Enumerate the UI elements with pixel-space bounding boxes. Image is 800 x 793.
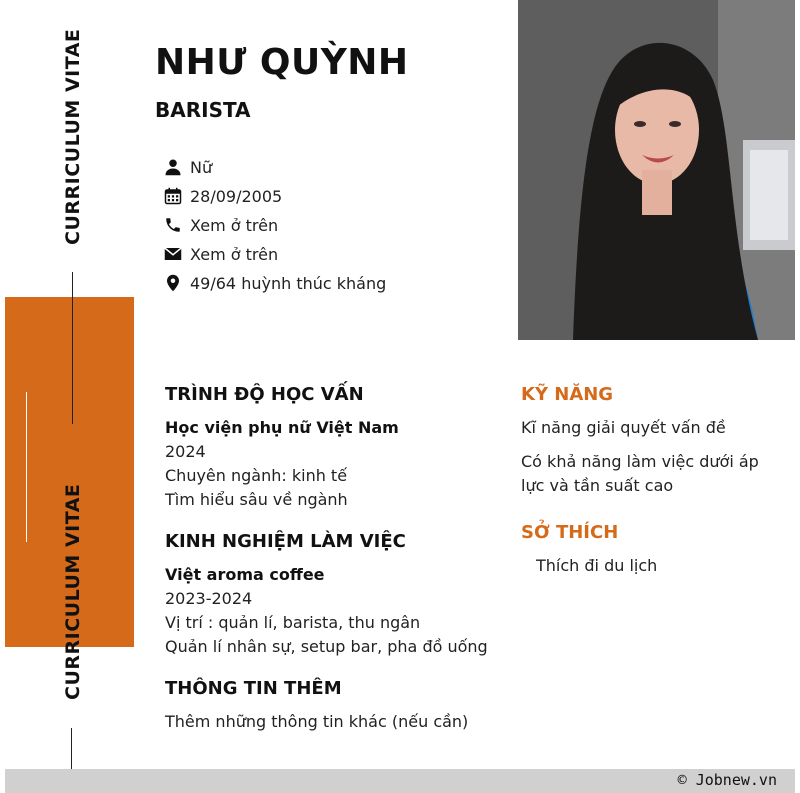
copyright-text: © Jobnew.vn: [677, 771, 777, 789]
info-gender: [164, 156, 212, 178]
vertical-title-bottom: CURRICULUM VITAE: [62, 483, 84, 700]
mail-icon: [164, 245, 182, 263]
extra-text: Thêm những thông tin khác (nếu cần): [165, 712, 469, 731]
location-icon: [164, 274, 182, 292]
skill-item: lực và tần suất cao: [521, 476, 674, 495]
info-phone: [164, 214, 278, 236]
sidebar-line: [72, 272, 73, 424]
education-school: Học viện phụ nữ Việt Nam: [165, 418, 399, 437]
education-year: 2024: [165, 442, 206, 461]
job-title: BARISTA: [155, 98, 251, 122]
experience-period: 2023-2024: [165, 589, 253, 608]
info-email: [164, 243, 278, 265]
info-dob: [164, 185, 282, 207]
sidebar-line-white: [26, 392, 27, 542]
experience-position: Vị trí : quản lí, barista, thu ngân: [165, 613, 421, 632]
education-major: Chuyên ngành: kinh tế: [165, 466, 348, 485]
extra-heading: THÔNG TIN THÊM: [165, 678, 342, 699]
experience-duties: Quản lí nhân sự, setup bar, pha đồ uống: [165, 637, 488, 656]
experience-company: Việt aroma coffee: [165, 565, 325, 584]
email-value: Xem ở trên: [190, 244, 279, 264]
address-value: 49/64 huỳnh thúc kháng: [190, 273, 387, 293]
education-heading: TRÌNH ĐỘ HỌC VẤN: [165, 384, 364, 405]
vertical-title-top: CURRICULUM VITAE: [62, 28, 84, 245]
phone-value: Xem ở trên: [190, 215, 279, 235]
calendar-icon: [164, 187, 182, 205]
gender-value: Nữ: [190, 157, 213, 177]
info-address: [164, 272, 386, 294]
education-note: Tìm hiểu sâu về ngành: [165, 490, 348, 509]
candidate-name: NHƯ QUỲNH: [155, 42, 409, 83]
dob-value: 28/09/2005: [190, 186, 283, 206]
footer-bar: [5, 769, 795, 793]
phone-icon: [164, 216, 182, 234]
skills-heading: KỸ NĂNG: [521, 384, 614, 405]
experience-heading: KINH NGHIỆM LÀM VIỆC: [165, 531, 406, 552]
hobby-item: Thích đi du lịch: [536, 556, 658, 575]
person-icon: [164, 158, 182, 176]
skill-item: Có khả năng làm việc dưới áp: [521, 452, 759, 471]
skill-item: Kĩ năng giải quyết vấn đề: [521, 418, 726, 437]
hobbies-heading: SỞ THÍCH: [521, 522, 619, 543]
profile-photo: [518, 0, 795, 340]
sidebar-line-bottom: [71, 728, 72, 769]
